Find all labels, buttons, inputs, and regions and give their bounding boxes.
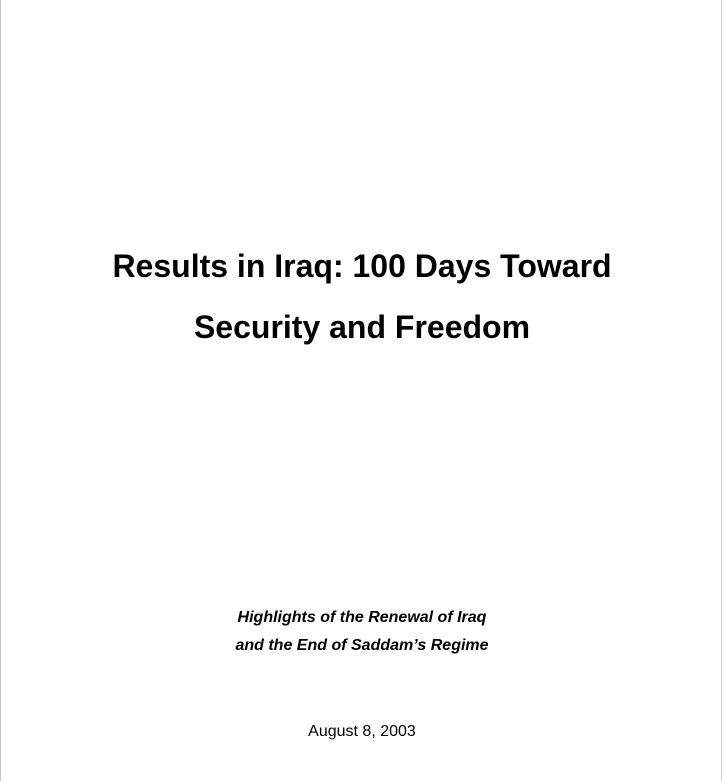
subtitle-line-1: Highlights of the Renewal of Iraq	[237, 609, 487, 626]
title-line-2: Security and Freedom	[193, 309, 531, 345]
document-subtitle	[1, 604, 722, 660]
title-line-1: Results in Iraq: 100 Days Toward	[112, 248, 612, 284]
document-title	[1, 236, 722, 358]
document-date: August 8, 2003	[308, 723, 416, 740]
subtitle-line-2: and the End of Saddam’s Regime	[235, 637, 489, 654]
